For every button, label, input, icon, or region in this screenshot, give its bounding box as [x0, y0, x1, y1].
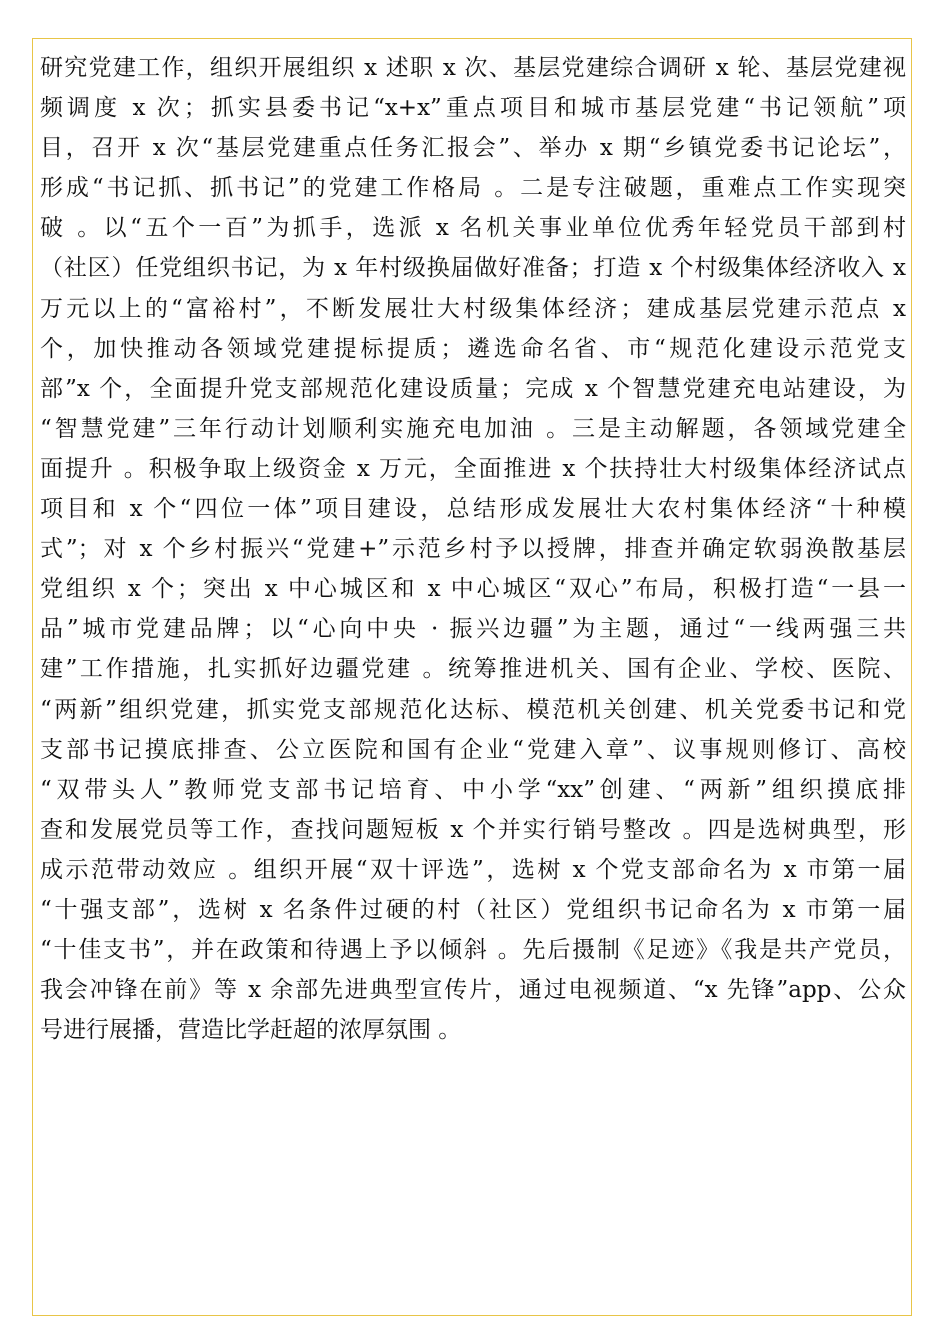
text-line: 支部书记摸底排查、公立医院和国有企业“党建入章”、议事规则修订、高校: [40, 736, 906, 763]
text-line: 我会冲锋在前》等 x 余部先进典型宣传片，通过电视频道、“x 先锋”app、公众: [40, 977, 906, 1004]
text-line: 部”x 个，全面提升党支部规范化建设质量；完成 x 个智慧党建充电站建设，为: [40, 375, 906, 402]
text-line: 目，召开 x 次“基层党建重点任务汇报会”、举办 x 期“乡镇党委书记论坛”，: [40, 135, 906, 162]
text-line: 项目和 x 个“四位一体”项目建设，总结形成发展壮大农村集体经济“十种模: [40, 496, 906, 523]
document-body: [40, 48, 906, 1050]
text-line: 党组织 x 个；突出 x 中心城区和 x 中心城区“双心”布局，积极打造“一县一: [40, 576, 906, 603]
text-line: 成示范带动效应 。组织开展“双十评选”，选树 x 个党支部命名为 x 市第一届: [40, 856, 906, 883]
text-line: 式”；对 x 个乡村振兴“党建+”示范乡村予以授牌，排查并确定软弱涣散基层: [40, 536, 906, 563]
text-line: 形成“书记抓、抓书记”的党建工作格局 。二是专注破题，重难点工作实现突: [40, 175, 906, 202]
text-line: 建”工作措施，扎实抓好边疆党建 。统筹推进机关、国有企业、学校、医院、: [40, 656, 906, 683]
text-line: 频调度 x 次；抓实县委书记“x+x”重点项目和城市基层党建“书记领航”项: [40, 95, 906, 122]
text-line: 查和发展党员等工作，查找问题短板 x 个并实行销号整改 。四是选树典型，形: [40, 816, 906, 843]
text-line: 破 。以“五个一百”为抓手，选派 x 名机关事业单位优秀年轻党员干部到村: [40, 215, 906, 242]
text-line: （社区）任党组织书记，为 x 年村级换届做好准备；打造 x 个村级集体经济收入 x: [40, 255, 907, 282]
text-line: “两新”组织党建，抓实党支部规范化达标、模范机关创建、机关党委书记和党: [40, 696, 906, 723]
text-line: 个，加快推动各领域党建提标提质；遴选命名省、市“规范化建设示范党支: [40, 335, 906, 362]
text-line: “十强支部”，选树 x 名条件过硬的村（社区）党组织书记命名为 x 市第一届: [40, 896, 906, 923]
text-line: “智慧党建”三年行动计划顺利实施充电加油 。三是主动解题，各领域党建全: [40, 415, 906, 442]
text-line: “十佳支书”，并在政策和待遇上予以倾斜 。先后摄制《足迹》《我是共产党员，: [40, 937, 906, 964]
text-line: 万元以上的“富裕村”，不断发展壮大村级集体经济；建成基层党建示范点 x: [40, 295, 906, 322]
text-line: 号进行展播，营造比学赶超的浓厚氛围 。: [40, 1017, 462, 1044]
text-line: “双带头人”教师党支部书记培育、中小学“xx”创建、“两新”组织摸底排: [40, 776, 906, 803]
text-line: 品”城市党建品牌；以“心向中央 · 振兴边疆”为主题，通过“一线两强三共: [40, 616, 906, 643]
text-line: 面提升 。积极争取上级资金 x 万元，全面推进 x 个扶持壮大村级集体经济试点: [40, 455, 906, 482]
text-line: 研究党建工作，组织开展组织 x 述职 x 次、基层党建综合调研 x 轮、基层党建视: [40, 55, 906, 81]
